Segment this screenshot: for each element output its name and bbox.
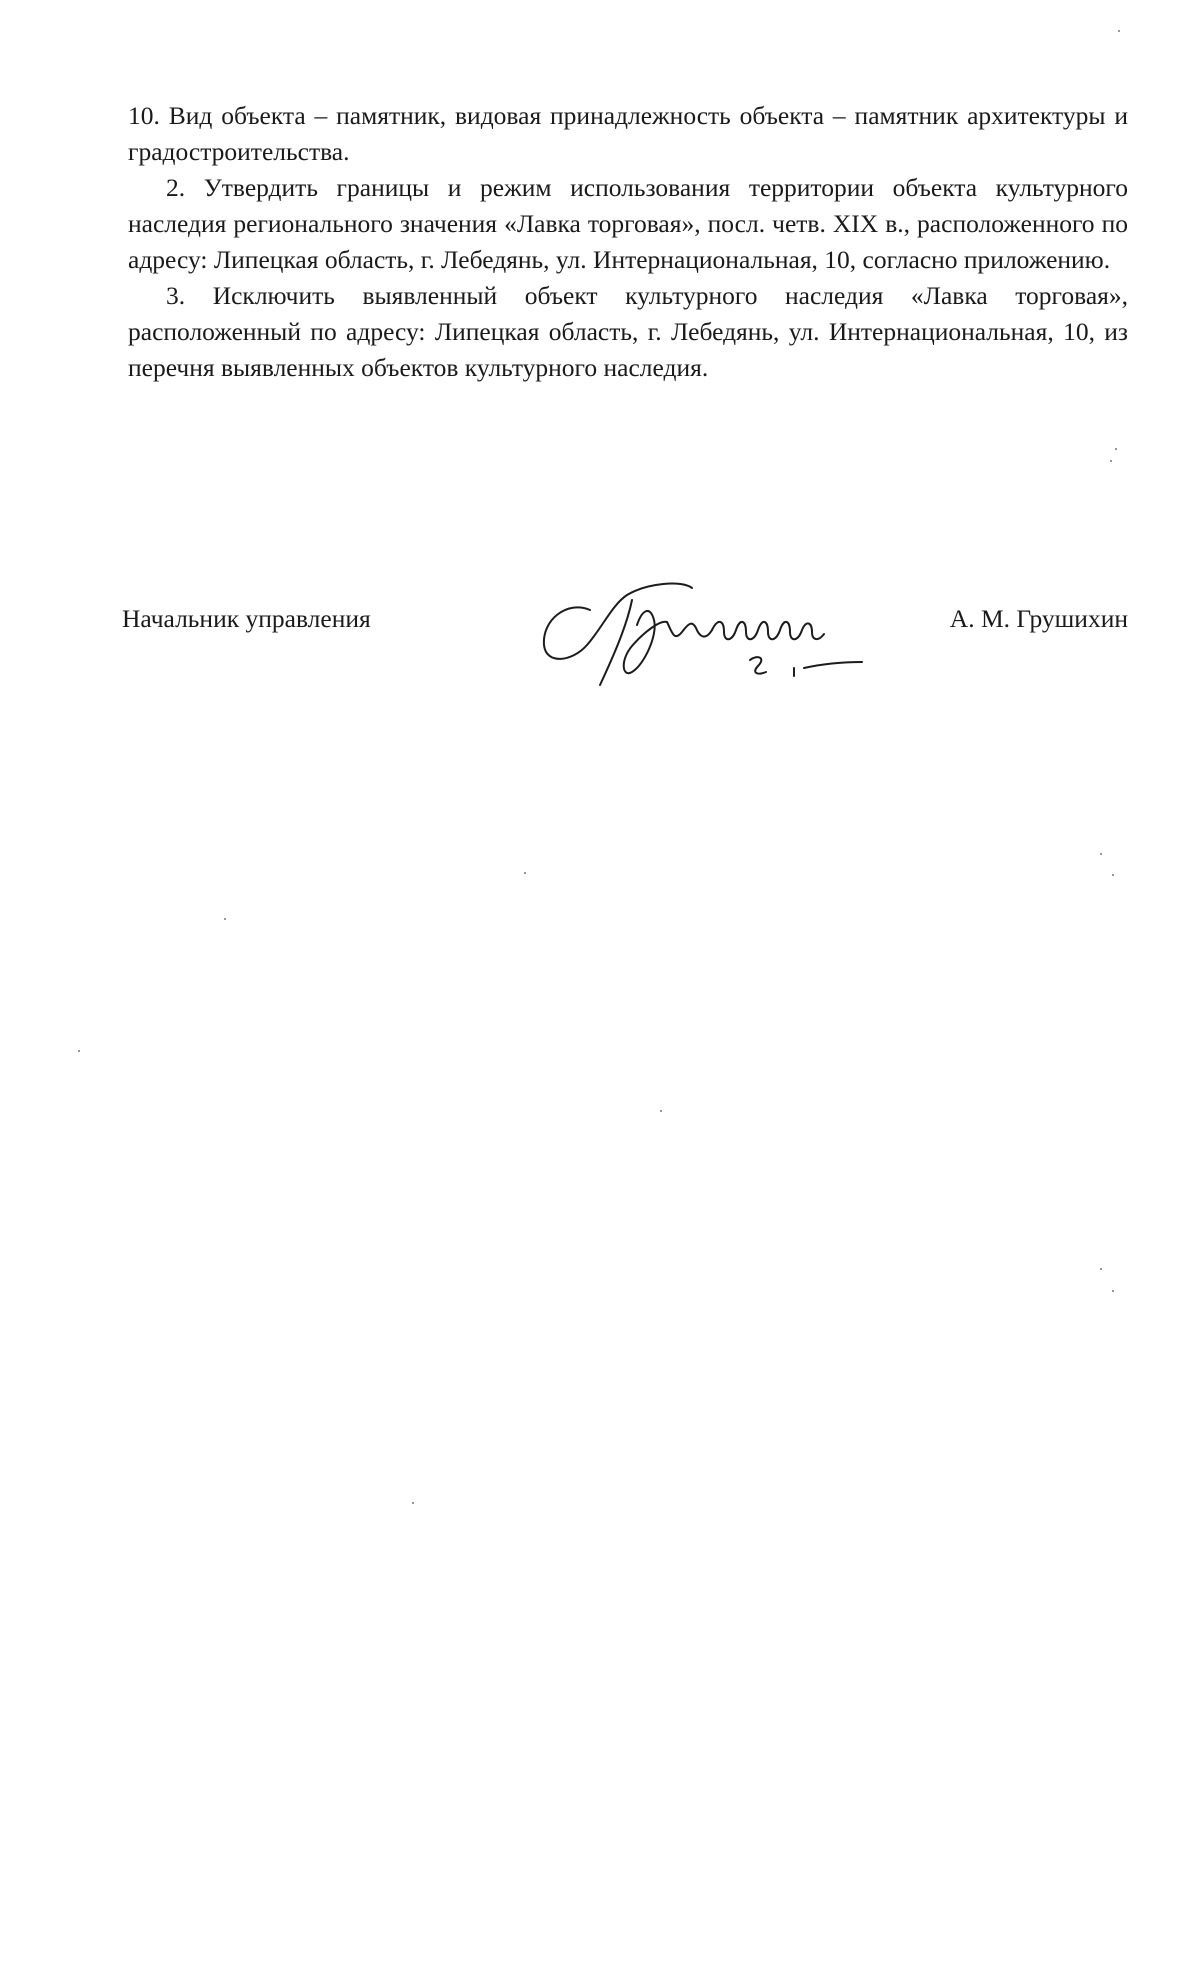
scan-speck [1110,460,1112,462]
scan-speck [524,872,526,874]
scan-speck [1118,30,1120,32]
scan-speck [78,1050,80,1052]
scan-speck [1100,853,1102,855]
scan-speck [1115,448,1117,450]
signer-position: Начальник управления [122,604,371,633]
scan-speck [412,1502,414,1504]
scan-speck [224,918,226,920]
paragraph-item-3: 3. Исключить выявленный объект культурного наследия «Лавка торговая», расположенный по адресу: Липецкая область, г. Лебедянь, ул. Интернациональная, 10, из перечня выявленных объектов культурного наследия. [128,281,1128,382]
scan-speck [660,1110,662,1112]
handwritten-signature [532,550,912,700]
scan-speck [1112,1290,1114,1292]
signature-block [122,600,1128,720]
paragraph-item-2: 2. Утвердить границы и режим использования территории объекта культурного наследия регионального значения «Лавка торговая», посл. четв. XIX в., расположенного по адресу: Липецкая область, г. Лебедянь, ул. Интернациональная, 10, согласно приложению. [128,173,1128,274]
paragraph-continuation: 10. Вид объекта – памятник, видовая принадлежность объекта – памятник архитектуры и градостроительства. [128,101,1128,166]
scan-speck [1100,1268,1102,1270]
signer-name: А. М. Грушихин [949,604,1128,633]
document-body [128,98,1128,386]
scan-speck [1112,874,1114,876]
